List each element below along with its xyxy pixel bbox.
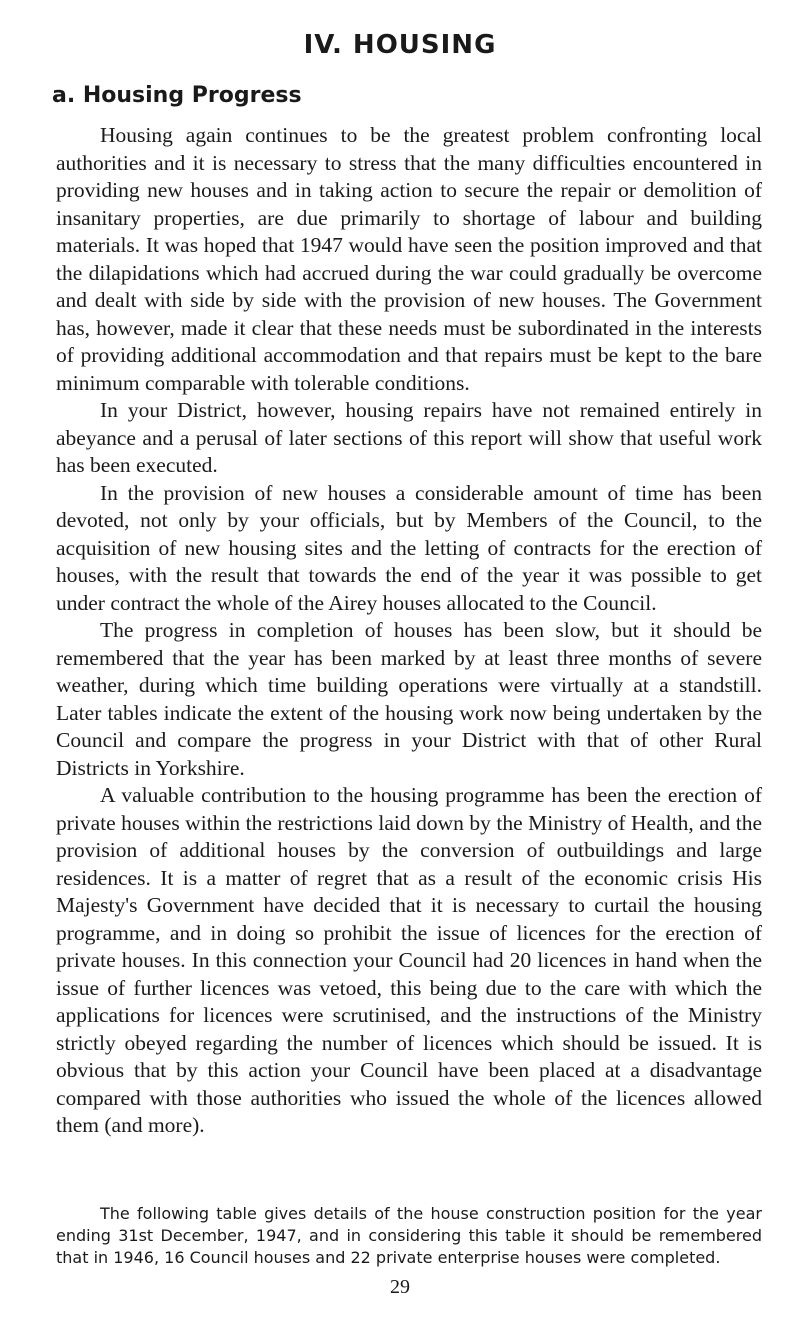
paragraph: In your District, however, housing repairs have not remained entirely in abeyance and a perusal of later sections of this report will show that useful work has been executed.	[56, 398, 762, 477]
table-note	[56, 1203, 762, 1269]
subsection-heading: a. Housing Progress	[52, 83, 302, 108]
paragraph: Housing again continues to be the greatest problem confronting local authorities and it is necessary to stress that the many difficulties encountered in providing new houses and in taking action to secure the repair or demolition of insanitary properties, are due primarily to shortage of labour and building materials. It was hoped that 1947 would have seen the position improved and that the dilapidations which had accrued during the war could gradually be overcome and dealt with side by side with the provision of new houses. The Government has, however, made it clear that these needs must be subordinated in the interests of providing additional accommodation and that repairs must be kept to the bare minimum comparable with tolerable conditions.	[56, 123, 762, 395]
body-text	[56, 122, 762, 1140]
paragraph: A valuable contribution to the housing programme has been the erection of private houses within the restrictions laid down by the Ministry of Health, and the provision of additional houses by the conversion of outbuildings and large residences. It is a matter of regret that as a result of the economic crisis His Majesty's Government have decided that it is necessary to curtail the housing programme, and in doing so prohibit the issue of licences for the erection of private houses. In this connection your Council had 20 licences in hand when the issue of further licences was vetoed, this being due to the care with which the applications for licences were scrutinised, and the instructions of the Ministry strictly obeyed regarding the number of licences which should be issued. It is obvious that by this action your Council have been placed at a disadvantage compared with those authorities who issued the whole of the licences allowed them (and more).	[56, 783, 762, 1137]
note-paragraph: The following table gives details of the house construction position for the year ending 31st December, 1947, and in considering this table it should be remembered that in 1946, 16 Council houses and 22 private enterprise houses were completed.	[56, 1204, 762, 1267]
section-heading: IV. HOUSING	[303, 30, 497, 60]
paragraph: In the provision of new houses a considerable amount of time has been devoted, not only by your officials, but by Members of the Council, to the acquisition of new housing sites and the letting of contracts for the erection of houses, with the result that towards the end of the year it was possible to get under contract the whole of the Airey houses allocated to the Council.	[56, 480, 762, 615]
page-number: 29	[390, 1276, 410, 1298]
paragraph: The progress in completion of houses has been slow, but it should be remembered that the year has been marked by at least three months of severe weather, during which time building operations were virtually at a standstill. Later tables indicate the extent of the housing work now being undertaken by the Council and compare the progress in your District with that of other Rural Districts in Yorkshire.	[56, 618, 762, 780]
